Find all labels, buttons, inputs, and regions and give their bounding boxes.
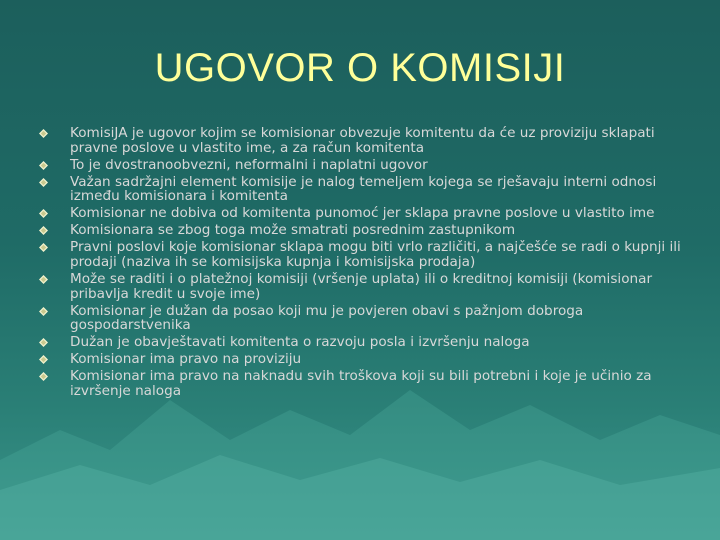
diamond-bullet-icon [39, 161, 48, 170]
bullet-text: To je dvostranoobvezni, neformalni i naplatni ugovor [70, 156, 428, 173]
bullet-item [36, 272, 700, 301]
slide-title: UGOVOR O KOMISIJI [154, 46, 566, 90]
diamond-bullet-icon [39, 178, 48, 187]
bullet-text: Pravni poslovi koje komisionar sklapa mogu biti vrlo različiti, a najčešće se radi o kupnji ili prodaji (naziva ih se komisijska kupnja i komisijska prodaja) [70, 239, 681, 270]
bullet-list [36, 126, 700, 401]
diamond-bullet-icon [39, 209, 48, 218]
bullet-item [36, 223, 700, 238]
diamond-bullet-icon [39, 129, 48, 138]
bullet-text: Može se raditi i o platežnoj komisiji (vršenje uplata) ili o kreditnoj komisiji (komisionar pribavlja kredit u svoje ime) [70, 271, 653, 302]
bullet-item [36, 126, 700, 155]
bullet-text: Komisionar ima pravo na naknadu svih troškova koji su bili potrebni i koje je učinio za izvršenje naloga [70, 368, 652, 399]
bullet-text: Važan sadržajni element komisije je nalog temeljem kojega se rješavaju interni odnosi između komisionara i komitenta [70, 173, 657, 205]
bullet-text: Komisionar ne dobiva od komitenta punomoć jer sklapa pravne poslove u vlastito ime [70, 205, 655, 222]
bullet-text: KomisiJA je ugovor kojim se komisionar obvezuje komitentu da će uz proviziju sklapati pravne poslove u vlastito ime, a za račun komitenta [70, 125, 655, 156]
bullet-item [36, 158, 700, 173]
bullet-item [36, 369, 700, 398]
diamond-bullet-icon [39, 243, 48, 252]
bullet-item [36, 175, 700, 204]
diamond-bullet-icon [39, 372, 48, 381]
bullet-item [36, 335, 700, 350]
bullet-text: Komisionara se zbog toga može smatrati posrednim zastupnikom [70, 222, 516, 239]
bullet-item [36, 240, 700, 269]
diamond-bullet-icon [39, 226, 48, 235]
diamond-bullet-icon [39, 307, 48, 316]
bullet-item [36, 206, 700, 221]
bullet-text: Komisionar ima pravo na proviziju [70, 351, 302, 368]
bullet-item [36, 304, 700, 333]
diamond-bullet-icon [39, 275, 48, 284]
diamond-bullet-icon [39, 355, 48, 364]
bullet-item [36, 352, 700, 367]
diamond-bullet-icon [39, 338, 48, 347]
bullet-text: Dužan je obavještavati komitenta o razvoju posla i izvršenju naloga [70, 334, 530, 351]
bullet-text: Komisionar je dužan da posao koji mu je povjeren obavi s pažnjom dobroga gospodarstvenika [70, 302, 584, 334]
